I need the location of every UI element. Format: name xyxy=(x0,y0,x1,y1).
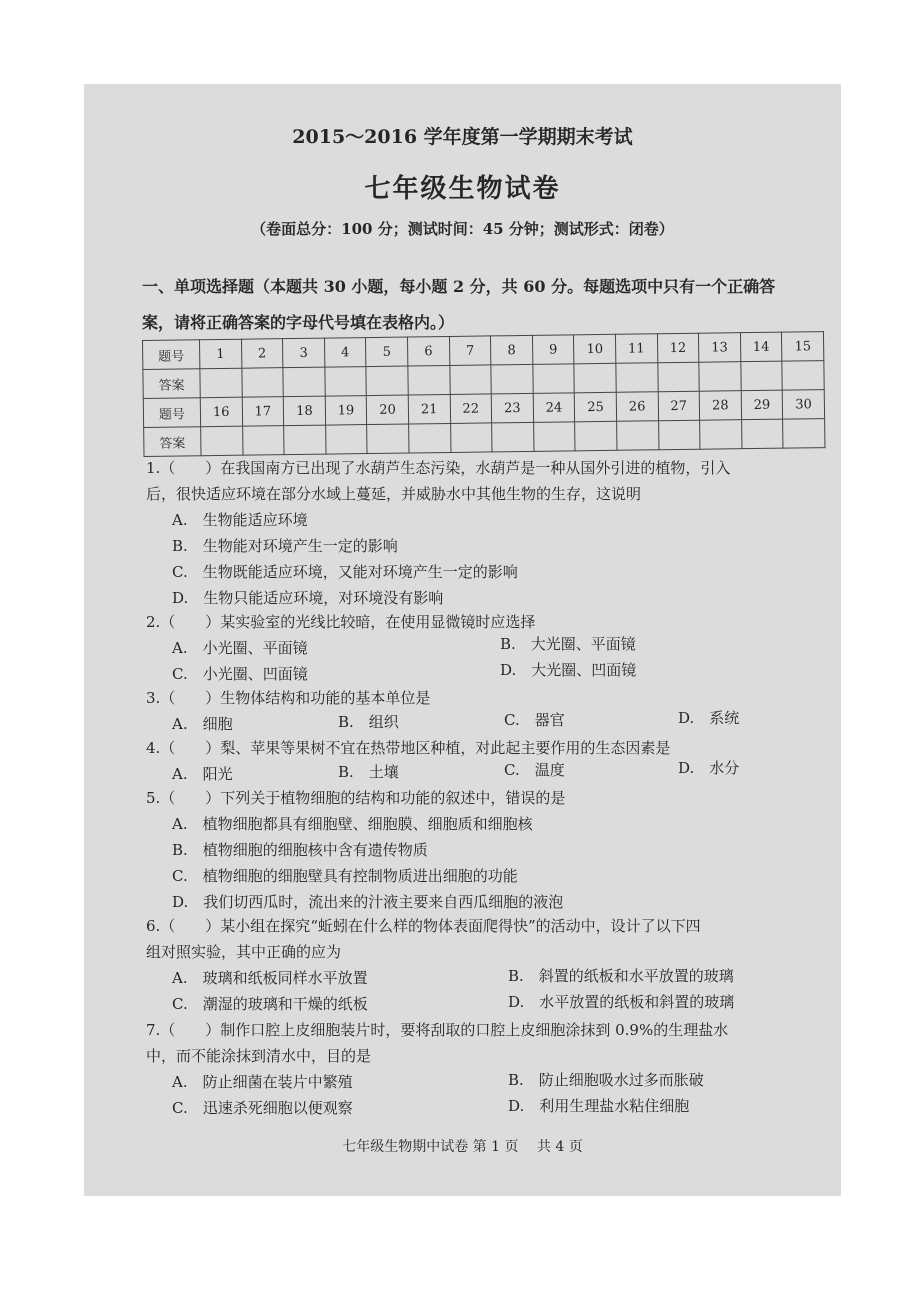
answer-cell[interactable] xyxy=(367,424,409,454)
question-number-cell: 25 xyxy=(575,392,617,422)
question-7-stem-cont: 中，而不能涂抹到清水中，目的是 xyxy=(146,1047,372,1065)
question-number-cell: 17 xyxy=(242,397,284,427)
question-1-option-a: A. 生物能适应环境 xyxy=(172,511,308,529)
page-footer: 七年级生物期中试卷 第 1 页 共 4 页 xyxy=(342,1139,583,1155)
answer-cell[interactable] xyxy=(449,365,491,395)
section-heading: 一、单项选择题（本题共 30 小题，每小题 2 分，共 60 分。每题选项中只有一个正确答 xyxy=(142,277,776,296)
question-number-cell: 23 xyxy=(491,393,533,423)
question-number-label: 题号 xyxy=(143,398,200,428)
question-number-label: 题号 xyxy=(143,340,200,370)
question-2-option-b: B. 大光圈、平面镜 xyxy=(500,635,636,653)
answer-cell[interactable] xyxy=(408,365,450,395)
question-number-cell: 24 xyxy=(533,393,575,423)
question-number-cell: 8 xyxy=(491,335,533,365)
question-5-option-b: B. 植物细胞的细胞核中含有遗传物质 xyxy=(172,841,428,859)
answer-cell[interactable] xyxy=(616,363,658,393)
question-number-cell: 16 xyxy=(200,397,242,427)
question-4-option-a: A. 阳光 xyxy=(172,765,233,783)
question-number-cell: 30 xyxy=(783,390,825,420)
answer-cell[interactable] xyxy=(241,368,283,398)
question-5-option-d: D. 我们切西瓜时，流出来的汁液主要来自西瓜细胞的液泡 xyxy=(172,893,564,911)
question-4-option-c: C. 温度 xyxy=(504,761,565,779)
question-number-cell: 28 xyxy=(699,391,741,421)
answer-cell[interactable] xyxy=(533,422,575,452)
question-4-option-b: B. 土壤 xyxy=(338,763,399,781)
answer-cell[interactable] xyxy=(201,426,243,456)
answer-cell[interactable] xyxy=(325,425,367,455)
question-3-stem: 3.（ ）生物体结构和功能的基本单位是 xyxy=(146,689,431,707)
question-1-stem: 1.（ ）在我国南方已出现了水葫芦生态污染，水葫芦是一种从国外引进的植物，引入 xyxy=(146,459,731,477)
question-number-cell: 27 xyxy=(658,391,700,421)
question-number-cell: 15 xyxy=(782,332,824,362)
answer-cell[interactable] xyxy=(366,366,408,396)
question-6-stem-cont: 组对照实验，其中正确的应为 xyxy=(146,943,342,961)
answer-cell[interactable] xyxy=(741,361,783,391)
exam-title: 七年级生物试卷 xyxy=(364,174,561,204)
answer-cell[interactable] xyxy=(491,364,533,394)
question-6-option-d: D. 水平放置的纸板和斜置的玻璃 xyxy=(508,993,735,1011)
question-number-cell: 5 xyxy=(366,337,408,367)
answer-cell[interactable] xyxy=(783,419,825,449)
answer-cell[interactable] xyxy=(782,361,824,391)
question-number-cell: 1 xyxy=(200,339,242,369)
question-6-stem: 6.（ ）某小组在探究“蚯蚓在什么样的物体表面爬得快”的活动中，设计了以下四 xyxy=(146,917,701,935)
question-number-cell: 4 xyxy=(324,338,366,368)
question-number-cell: 26 xyxy=(616,392,658,422)
answer-cell[interactable] xyxy=(242,426,284,456)
question-number-cell: 3 xyxy=(283,338,325,368)
question-1-option-c: C. 生物既能适应环境，又能对环境产生一定的影响 xyxy=(172,563,518,581)
question-5-option-a: A. 植物细胞都具有细胞壁、细胞膜、细胞质和细胞核 xyxy=(172,815,533,833)
question-number-cell: 2 xyxy=(241,339,283,369)
question-7-option-b: B. 防止细胞吸水过多而胀破 xyxy=(508,1071,704,1089)
exam-info: （卷面总分：100 分；测试时间：45 分钟；测试形式：闭卷） xyxy=(251,220,674,238)
question-3-option-a: A. 细胞 xyxy=(172,715,233,733)
question-number-cell: 10 xyxy=(574,334,616,364)
answer-cell[interactable] xyxy=(325,367,367,397)
question-number-cell: 7 xyxy=(449,336,491,366)
answer-cell[interactable] xyxy=(617,421,659,451)
question-number-cell: 18 xyxy=(283,396,325,426)
question-5-stem: 5.（ ）下列关于植物细胞的结构和功能的叙述中，错误的是 xyxy=(146,789,566,807)
question-number-cell: 20 xyxy=(367,395,409,425)
answer-cell[interactable] xyxy=(409,423,451,453)
question-3-option-b: B. 组织 xyxy=(338,713,399,731)
question-2-option-c: C. 小光圈、凹面镜 xyxy=(172,665,308,683)
question-7-option-a: A. 防止细菌在装片中繁殖 xyxy=(172,1073,353,1091)
question-7-option-d: D. 利用生理盐水粘住细胞 xyxy=(508,1097,690,1115)
answer-cell[interactable] xyxy=(492,422,534,452)
question-6-option-c: C. 潮湿的玻璃和干燥的纸板 xyxy=(172,995,368,1013)
question-1-option-b: B. 生物能对环境产生一定的影响 xyxy=(172,537,398,555)
answer-cell[interactable] xyxy=(657,362,699,392)
question-number-cell: 11 xyxy=(615,334,657,364)
answer-cell[interactable] xyxy=(574,363,616,393)
question-1-option-d: D. 生物只能适应环境，对环境没有影响 xyxy=(172,589,444,607)
answer-cell[interactable] xyxy=(575,421,617,451)
exam-year-heading: 2015～2016 学年度第一学期期末考试 xyxy=(292,126,633,148)
question-number-cell: 14 xyxy=(740,332,782,362)
answer-cell[interactable] xyxy=(284,425,326,455)
question-7-stem: 7.（ ）制作口腔上皮细胞装片时，要将刮取的口腔上皮细胞涂抹到 0.9%的生理盐水 xyxy=(146,1021,729,1039)
question-5-option-c: C. 植物细胞的细胞壁具有控制物质进出细胞的功能 xyxy=(172,867,518,885)
answer-cell[interactable] xyxy=(450,423,492,453)
question-3-option-d: D. 系统 xyxy=(678,709,740,727)
question-number-cell: 13 xyxy=(699,333,741,363)
question-2-option-d: D. 大光圈、凹面镜 xyxy=(500,661,637,679)
exam-paper xyxy=(84,84,841,1196)
question-number-cell: 6 xyxy=(407,336,449,366)
answer-cell[interactable] xyxy=(741,419,783,449)
answer-label: 答案 xyxy=(144,427,201,457)
question-number-cell: 9 xyxy=(532,335,574,365)
question-number-cell: 22 xyxy=(450,394,492,424)
question-2-stem: 2.（ ）某实验室的光线比较暗，在使用显微镜时应选择 xyxy=(146,613,536,631)
answer-label: 答案 xyxy=(143,369,200,399)
answer-cell[interactable] xyxy=(700,420,742,450)
question-6-option-a: A. 玻璃和纸板同样水平放置 xyxy=(172,969,368,987)
answer-cell[interactable] xyxy=(283,367,325,397)
question-number-cell: 21 xyxy=(408,394,450,424)
answer-cell[interactable] xyxy=(533,364,575,394)
question-number-cell: 19 xyxy=(325,396,367,426)
question-2-option-a: A. 小光圈、平面镜 xyxy=(172,639,308,657)
question-number-cell: 12 xyxy=(657,333,699,363)
question-4-option-d: D. 水分 xyxy=(678,759,740,777)
question-6-option-b: B. 斜置的纸板和水平放置的玻璃 xyxy=(508,967,734,985)
question-number-cell: 29 xyxy=(741,390,783,420)
answer-cell[interactable] xyxy=(699,362,741,392)
section-heading-cont: 案，请将正确答案的字母代号填在表格内。） xyxy=(142,313,455,332)
answer-table xyxy=(142,331,825,457)
question-4-stem: 4.（ ）梨、苹果等果树不宜在热带地区种植，对此起主要作用的生态因素是 xyxy=(146,739,671,757)
answer-cell[interactable] xyxy=(200,368,242,398)
question-1-stem-cont: 后，很快适应环境在部分水域上蔓延，并威胁水中其他生物的生存，这说明 xyxy=(146,485,642,503)
answer-cell[interactable] xyxy=(658,420,700,450)
question-3-option-c: C. 器官 xyxy=(504,711,565,729)
question-7-option-c: C. 迅速杀死细胞以便观察 xyxy=(172,1099,353,1117)
